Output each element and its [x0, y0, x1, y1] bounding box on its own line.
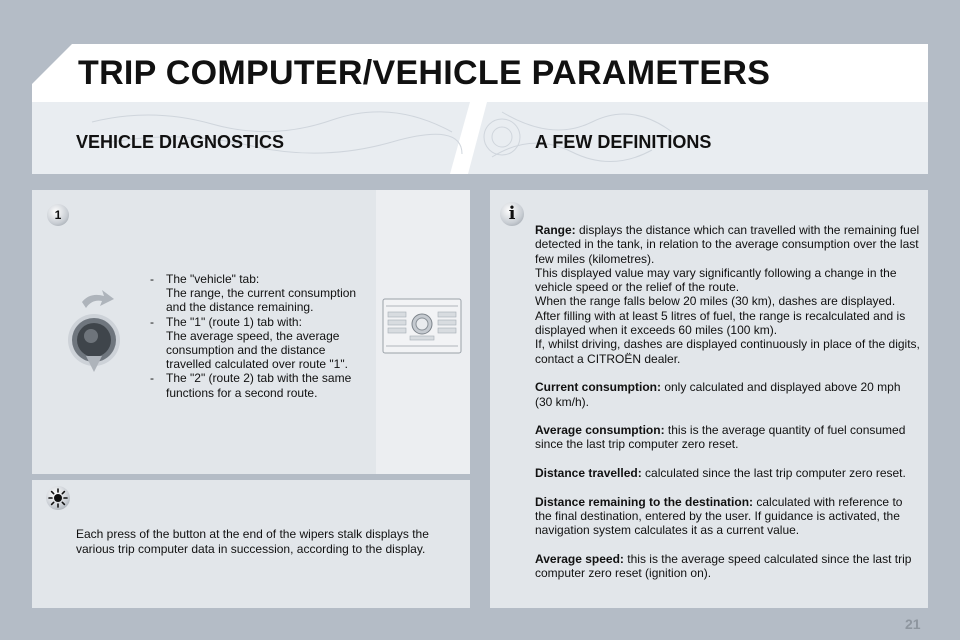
info-icon: i: [500, 202, 524, 226]
definition-average-speed: [535, 552, 921, 581]
definition-extra: If, whilst driving, dashes are displayed continuously in place of the digits, contact a CITROËN dealer.: [535, 337, 920, 366]
definition-term: Distance remaining to the destination:: [535, 494, 754, 509]
definition-distance-travelled: [535, 466, 921, 480]
list-item: [150, 272, 368, 315]
page-number: 21: [905, 616, 921, 632]
step-number-badge: 1: [47, 204, 69, 226]
list-item: [150, 315, 368, 372]
page-title: TRIP COMPUTER/VEHICLE PARAMETERS: [78, 54, 771, 92]
definition-term: Distance travelled:: [535, 466, 642, 481]
definition-extra: When the range falls below 20 miles (30 km), dashes are displayed. After filling with at least 5 litres of fuel, the range is recalculated and is displayed when it exceeds 60 miles (100 km).: [535, 294, 906, 338]
list-item-head: - The "2" (route 2) tab with the same functions for a second route.: [166, 371, 352, 400]
definition-text: displays the distance which can travelled with the remaining fuel detected in the tank, in relation to the average consumption over the last few miles (kilometres).: [535, 223, 920, 266]
definition-text: calculated since the last trip computer zero reset.: [641, 466, 906, 481]
definition-distance-remaining: [535, 495, 921, 538]
definition-current-consumption: [535, 380, 921, 409]
vehicle-tab-list: [150, 272, 368, 400]
radio-unit-icon: [382, 298, 462, 359]
rotary-knob-icon: [64, 290, 128, 379]
section-heading-vehicle-diagnostics: VEHICLE DIAGNOSTICS: [76, 132, 285, 152]
list-item-head: - The "vehicle" tab:: [166, 272, 260, 286]
definitions-list: [535, 223, 921, 595]
section-heading-definitions: A FEW DEFINITIONS: [535, 132, 712, 152]
definition-term: Current consumption:: [535, 380, 661, 395]
list-item: [150, 371, 368, 399]
definition-term: Average consumption:: [535, 423, 665, 438]
definition-text: this is the average quantity of fuel consumed since the last trip computer zero reset.: [535, 423, 906, 452]
definition-range: [535, 223, 921, 366]
definition-extra: This displayed value may vary significantly following a change in the vehicle speed or the relief of the route.: [535, 265, 897, 295]
definition-text: only calculated and displayed above 20 mph (30 km/h).: [535, 380, 901, 409]
definition-average-consumption: [535, 423, 921, 452]
definition-term: Average speed:: [535, 551, 624, 566]
list-item-body: The average speed, the average consumption and the distance travelled calculated over route "1".: [166, 328, 348, 372]
definition-text: calculated with reference to the final destination, entered by the user. If guidance is activated, the navigation system calculates it as a current value.: [535, 494, 903, 538]
list-item-head: - The "1" (route 1) tab with:: [166, 314, 302, 329]
definition-text: this is the average speed calculated since the last trip computer zero reset (ignition on).: [535, 551, 912, 581]
definition-term: Range:: [535, 223, 576, 237]
list-item-body: The range, the current consumption and the distance remaining.: [166, 286, 357, 315]
sun-icon: [46, 486, 70, 510]
tip-text: Each press of the button at the end of the wipers stalk displays the various trip computer data in succession, according to the display.: [76, 527, 429, 556]
